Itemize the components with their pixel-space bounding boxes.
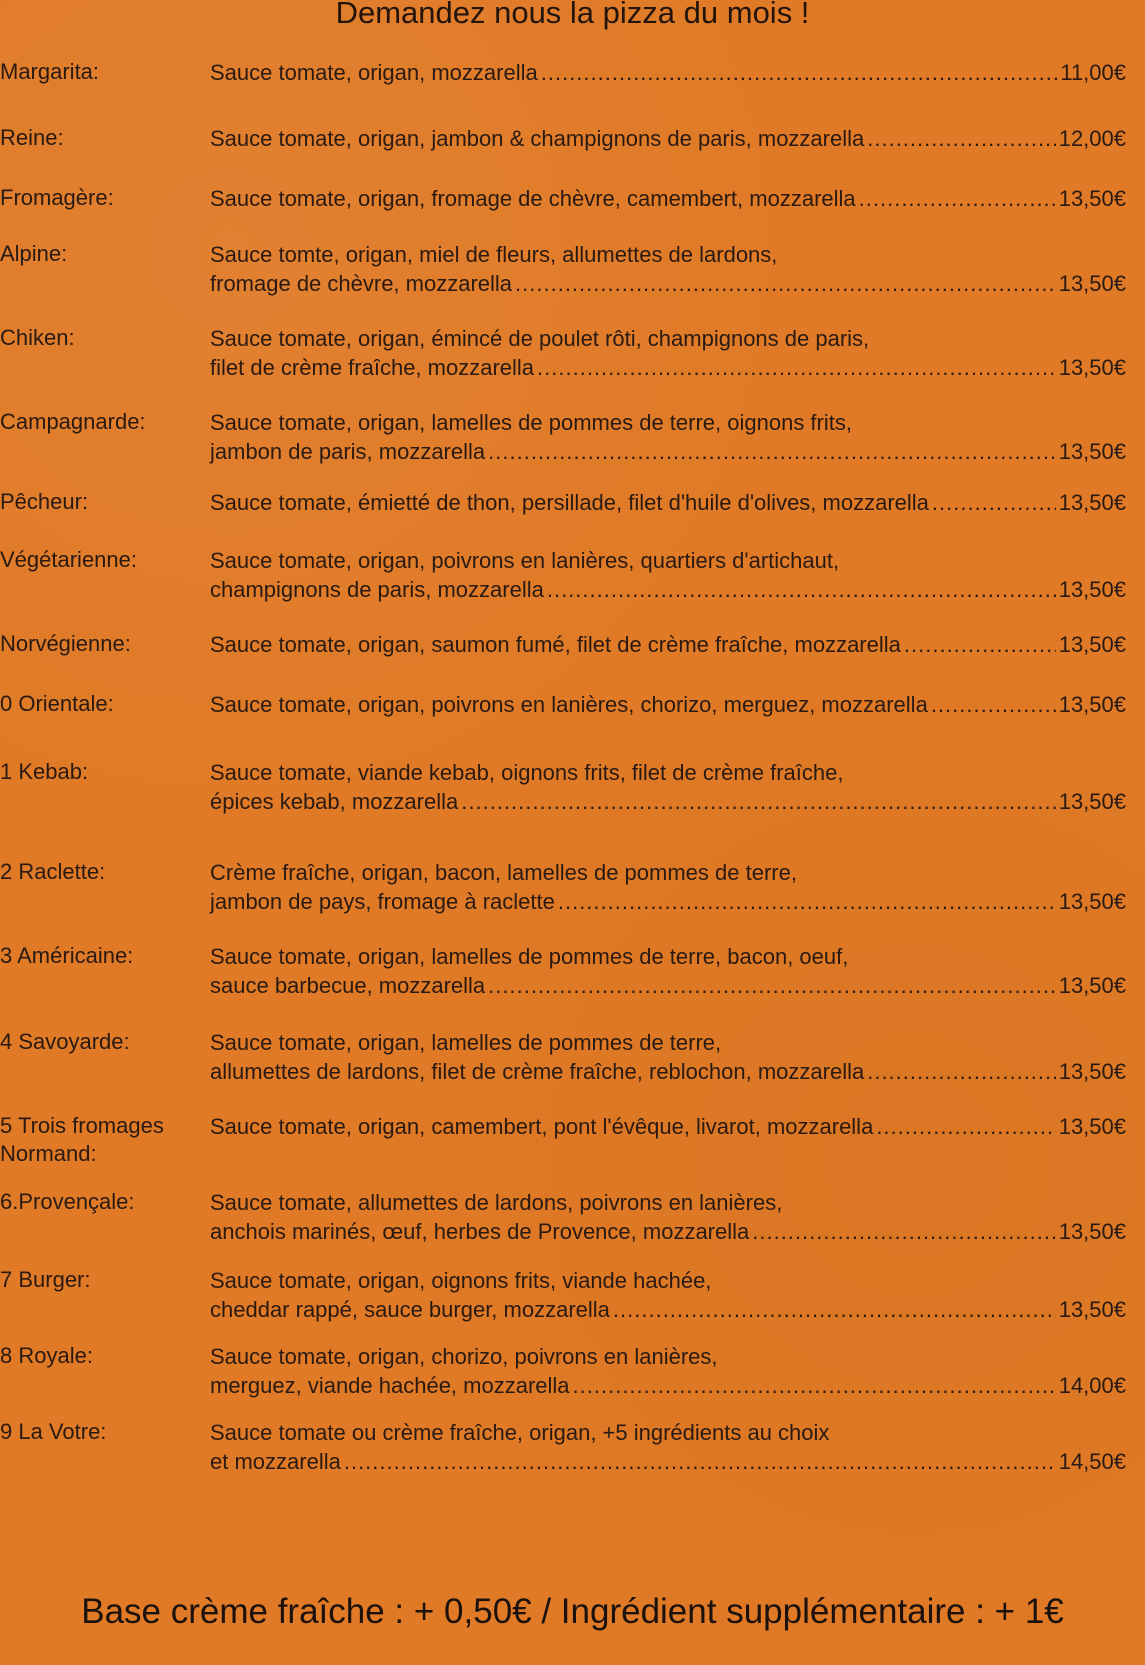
description-price-line (210, 437, 1126, 466)
description-line: Sauce tomate, viande kebab, oignons frits, filet de crème fraîche, (210, 760, 844, 785)
pizza-description (210, 124, 1126, 153)
description-price-line (210, 787, 1126, 816)
dotted-leader (752, 1217, 1055, 1246)
pizza-name: 3 Américaine: (0, 943, 134, 968)
pizza-name: Alpine: (0, 241, 68, 266)
dotted-leader (537, 353, 1056, 382)
pizza-price: 13,50€ (1058, 439, 1126, 464)
pizza-description (210, 858, 1126, 916)
pizza-description (210, 1342, 1126, 1400)
description-price-line (210, 353, 1126, 382)
pizza-name: Norvégienne: (0, 631, 131, 656)
pizza-description (210, 488, 1126, 517)
description-price-line (210, 58, 1126, 87)
pizza-price: 13,50€ (1058, 692, 1126, 717)
pizza-price: 14,50€ (1058, 1449, 1126, 1474)
menu-title: Demandez nous la pizza du mois ! (335, 0, 810, 30)
pizza-name: 8 Royale: (0, 1343, 93, 1368)
description-price-line (210, 184, 1126, 213)
description-price-line (210, 1295, 1126, 1324)
description-line: fromage de chèvre, mozzarella (210, 271, 513, 296)
pizza-price: 13,50€ (1058, 355, 1126, 380)
description-line: Sauce tomte, origan, miel de fleurs, allumettes de lardons, (210, 242, 778, 267)
pizza-description (210, 546, 1126, 604)
dotted-leader (488, 971, 1056, 1000)
pizza-name: 6.Provençale: (0, 1189, 135, 1214)
dotted-leader (461, 787, 1055, 816)
pizza-description (210, 1188, 1126, 1246)
description-price-line (210, 575, 1126, 604)
description-line: Sauce tomate, origan, fromage de chèvre, camembert, mozzarella (210, 186, 856, 211)
pizza-name: Fromagère: (0, 185, 114, 210)
pizza-description (210, 408, 1126, 466)
description-line: Sauce tomate ou crème fraîche, origan, +5 ingrédients au choix (210, 1420, 830, 1445)
pizza-price: 11,00€ (1060, 60, 1126, 85)
pizza-price: 13,50€ (1058, 1297, 1126, 1322)
pizza-price: 13,50€ (1058, 632, 1126, 657)
pizza-description (210, 1028, 1126, 1086)
dotted-leader (558, 887, 1056, 916)
pizza-description (210, 690, 1126, 719)
description-price-line (210, 488, 1126, 517)
description-line: Sauce tomate, origan, mozzarella (210, 60, 538, 85)
dotted-leader (488, 437, 1056, 466)
description-price-line (210, 971, 1126, 1000)
description-line: jambon de paris, mozzarella (210, 439, 486, 464)
dotted-leader (547, 575, 1056, 604)
pizza-name: Chiken: (0, 325, 75, 350)
description-line: Sauce tomate, origan, oignons frits, viande hachée, (210, 1268, 712, 1293)
pizza-price: 13,50€ (1058, 271, 1126, 296)
description-line: jambon de pays, fromage à raclette (210, 889, 555, 914)
pizza-name: Campagnarde: (0, 409, 146, 434)
dotted-leader (932, 488, 1056, 517)
pizza-price: 13,50€ (1058, 973, 1126, 998)
description-line: Sauce tomate, origan, lamelles de pommes de terre, oignons frits, (210, 410, 852, 435)
dotted-leader (876, 1112, 1055, 1141)
description-line: anchois marinés, œuf, herbes de Provence, mozzarella (210, 1219, 750, 1244)
pizza-description (210, 942, 1126, 1000)
dotted-leader (931, 690, 1056, 719)
pizza-name: Reine: (0, 125, 64, 150)
pizza-description (210, 324, 1126, 382)
pizza-name: Végétarienne: (0, 547, 137, 572)
pizza-price: 13,50€ (1058, 889, 1126, 914)
pizza-price: 12,00€ (1058, 126, 1126, 151)
pizza-name: 0 Orientale: (0, 691, 114, 716)
pizza-price: 13,50€ (1058, 186, 1126, 211)
pizza-price: 13,50€ (1058, 789, 1126, 814)
dotted-leader (904, 630, 1056, 659)
description-line: Sauce tomate, origan, émincé de poulet rôti, champignons de paris, (210, 326, 870, 351)
description-price-line (210, 1217, 1126, 1246)
dotted-leader (515, 269, 1056, 298)
description-price-line (210, 124, 1126, 153)
description-line: Sauce tomate, origan, camembert, pont l'évêque, livarot, mozzarella (210, 1114, 874, 1139)
description-line: Sauce tomate, origan, saumon fumé, filet de crème fraîche, mozzarella (210, 632, 901, 657)
menu-footer-note: Base crème fraîche : + 0,50€ / Ingrédient supplémentaire : + 1€ (81, 1592, 1064, 1631)
description-price-line (210, 1371, 1126, 1400)
description-line: Sauce tomate, origan, chorizo, poivrons en lanières, (210, 1344, 718, 1369)
description-line: Crème fraîche, origan, bacon, lamelles de pommes de terre, (210, 860, 797, 885)
pizza-name: 9 La Votre: (0, 1419, 107, 1444)
description-line: Sauce tomate, émietté de thon, persillade, filet d'huile d'olives, mozzarella (210, 490, 929, 515)
pizza-description (210, 1418, 1126, 1476)
description-line: Sauce tomate, origan, poivrons en lanières, quartiers d'artichaut, (210, 548, 840, 573)
description-price-line (210, 1112, 1126, 1141)
description-price-line (210, 269, 1126, 298)
description-price-line (210, 887, 1126, 916)
description-line: allumettes de lardons, filet de crème fraîche, reblochon, mozzarella (210, 1059, 865, 1084)
description-line: Sauce tomate, allumettes de lardons, poivrons en lanières, (210, 1190, 783, 1215)
pizza-price: 13,50€ (1058, 1114, 1126, 1139)
pizza-name: 7 Burger: (0, 1267, 91, 1292)
dotted-leader (859, 184, 1056, 213)
pizza-price: 13,50€ (1058, 490, 1126, 515)
description-price-line (210, 630, 1126, 659)
pizza-description (210, 1112, 1126, 1141)
description-line: cheddar rappé, sauce burger, mozzarella (210, 1297, 610, 1322)
description-line: Sauce tomate, origan, poivrons en lanières, chorizo, merguez, mozzarella (210, 692, 928, 717)
description-line: Sauce tomate, origan, jambon & champignons de paris, mozzarella (210, 126, 865, 151)
pizza-description (210, 1266, 1126, 1324)
pizza-name: Margarita: (0, 59, 100, 84)
pizza-name: Pêcheur: (0, 489, 89, 514)
pizza-price: 13,50€ (1058, 1219, 1126, 1244)
dotted-leader (613, 1295, 1056, 1324)
dotted-leader (573, 1371, 1056, 1400)
description-price-line (210, 1447, 1126, 1476)
dotted-leader (541, 58, 1058, 87)
pizza-name: 1 Kebab: (0, 759, 89, 784)
pizza-description (210, 184, 1126, 213)
dotted-leader (867, 1057, 1055, 1086)
pizza-description (210, 630, 1126, 659)
description-price-line (210, 1057, 1126, 1086)
pizza-description (210, 240, 1126, 298)
dotted-leader (344, 1447, 1056, 1476)
pizza-name: 5 Trois fromages Normand: (0, 1113, 164, 1166)
pizza-price: 14,00€ (1058, 1373, 1126, 1398)
description-price-line (210, 690, 1126, 719)
pizza-name: 2 Raclette: (0, 859, 106, 884)
pizza-name: 4 Savoyarde: (0, 1029, 130, 1054)
description-line: champignons de paris, mozzarella (210, 577, 544, 602)
pizza-description (210, 758, 1126, 816)
pizza-price: 13,50€ (1058, 1059, 1126, 1084)
pizza-price: 13,50€ (1058, 577, 1126, 602)
pizza-description (210, 58, 1126, 87)
description-line: filet de crème fraîche, mozzarella (210, 355, 535, 380)
description-line: merguez, viande hachée, mozzarella (210, 1373, 570, 1398)
description-line: Sauce tomate, origan, lamelles de pommes de terre, bacon, oeuf, (210, 944, 849, 969)
description-line: et mozzarella (210, 1449, 341, 1474)
description-line: épices kebab, mozzarella (210, 789, 459, 814)
description-line: sauce barbecue, mozzarella (210, 973, 486, 998)
dotted-leader (867, 124, 1055, 153)
description-line: Sauce tomate, origan, lamelles de pommes de terre, (210, 1030, 722, 1055)
